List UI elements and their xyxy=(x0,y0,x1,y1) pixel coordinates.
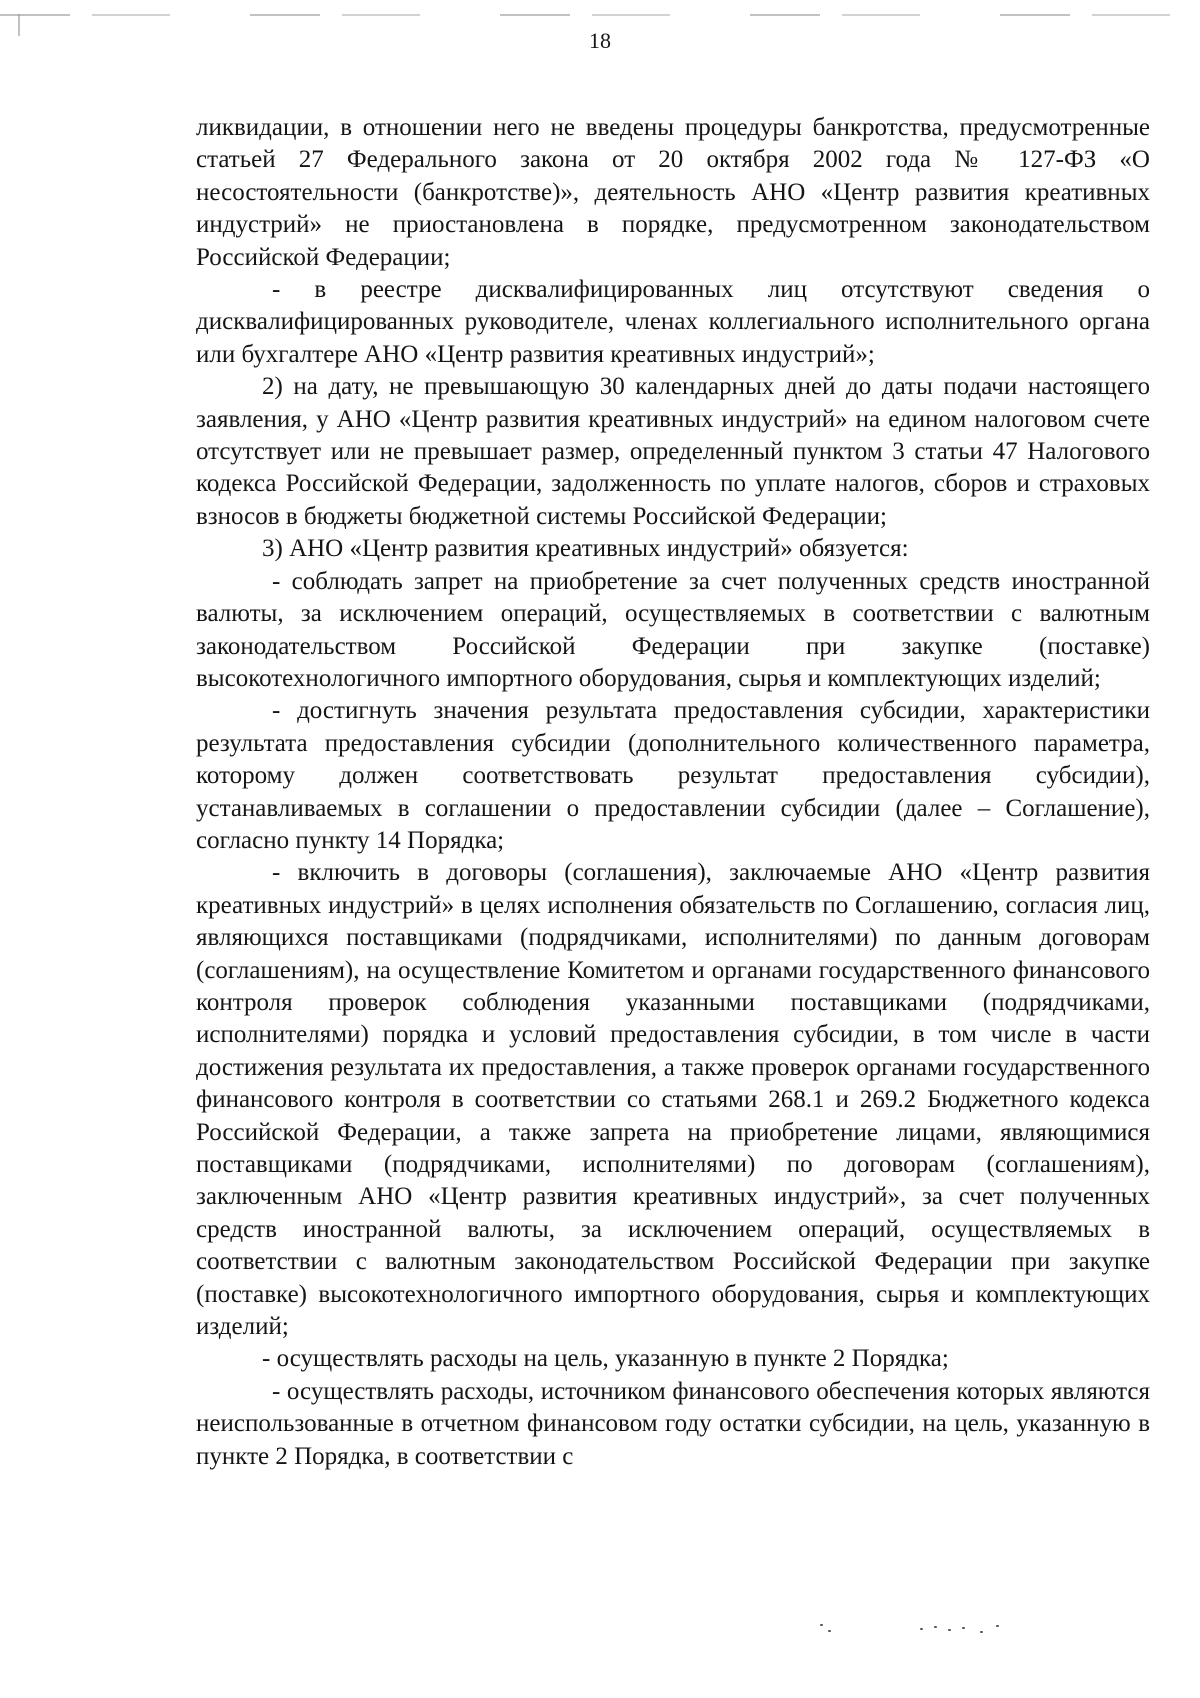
paragraph-expenses-purpose: - осуществлять расходы на цель, указанную в пункте 2 Порядка; xyxy=(262,1345,949,1373)
paragraph-contract-consent: - включить в договоры (соглашения), заключаемые АНО «Центр развития креативных индустрий» в целях исполнения обязательств по Соглашению, согласия лиц, являющихся поставщиками (подрядчиками, исполнителями) по данным договорам (соглашениям), на осуществление Комитетом и органами государственного финансового контроля проверок соблюдения указанными поставщиками (подрядчиками, исполнителями) порядка и условий предоставления субсидии, в том числе в части достижения результата их предоставления, а также проверок органами государственного финансового контроля в соответствии со статьями 268.1 и 269.2 Бюджетного кодекса Российской Федерации, а также запрета на приобретение лицами, являющимися поставщиками (подрядчиками, исполнителями) по договорам (соглашениям), заключенным АНО «Центр развития креативных индустрий», за счет полученных средств иностранной валюты, за исключением операций, осуществляемых в соответствии с валютным законодательством Российской Федерации при закупке (поставке) высокотехнологичного импортного оборудования, сырья и комплектующих изделий; xyxy=(196,859,1150,1341)
paragraph-disqualified-registry: - в реестре дисквалифицированных лиц отсутствуют сведения о дисквалифицированных руководителе, членах коллегиального исполнительного органа или бухгалтере АНО «Центр развития креативных индустрий»; xyxy=(196,276,1150,368)
paragraph-subsidy-result: - достигнуть значения результата предоставления субсидии, характеристики результата предоставления субсидии (дополнительного количественного параметра, которому должен соответствовать результат предоставления субсидии), устанавливаемых в соглашении о предоставлении субсидии (далее – Соглашение), согласно пункту 14 Порядка; xyxy=(196,697,1150,854)
page-number: 18 xyxy=(589,28,611,53)
document-body xyxy=(196,112,1150,1473)
paragraph-obligations-heading: 3) АНО «Центр развития креативных индустрий» обязуется: xyxy=(262,535,909,563)
paragraph-currency-ban: - соблюдать запрет на приобретение за счет полученных средств иностранной валюты, за исключением операций, осуществляемых в соответствии с валютным законодательством Российской Федерации при закупке (поставке) высокотехнологичного импортного оборудования, сырья и комплектующих изделий; xyxy=(196,567,1150,692)
paragraph-unused-balances: - осуществлять расходы, источником финансового обеспечения которых являются неиспользованные в отчетном финансовом году остатки субсидии, на цель, указанную в пункте 2 Порядка, в соответствии с xyxy=(196,1377,1150,1470)
paragraph-tax-debt: 2) на дату, не превышающую 30 календарных дней до даты подачи настоящего заявления, у АНО «Центр развития креативных индустрий» на едином налоговом счете отсутствует или не превышает размер, определенный пунктом 3 статьи 47 Налогового кодекса Российской Федерации, задолженность по уплате налогов, сборов и страховых взносов в бюджеты бюджетной системы Российской Федерации; xyxy=(196,373,1150,530)
scan-specks xyxy=(810,1616,1050,1646)
paragraph-liquidation: ликвидации, в отношении него не введены процедуры банкротства, предусмотренные статьей 27 Федерального закона от 20 октября 2002 года № 127-ФЗ «О несостоятельности (банкротстве)», деятельность АНО «Центр развития креативных индустрий» не приостановлена в порядке, предусмотренном законодательством Российской Федерации; xyxy=(196,114,1150,271)
scan-top-edge xyxy=(0,14,1200,16)
